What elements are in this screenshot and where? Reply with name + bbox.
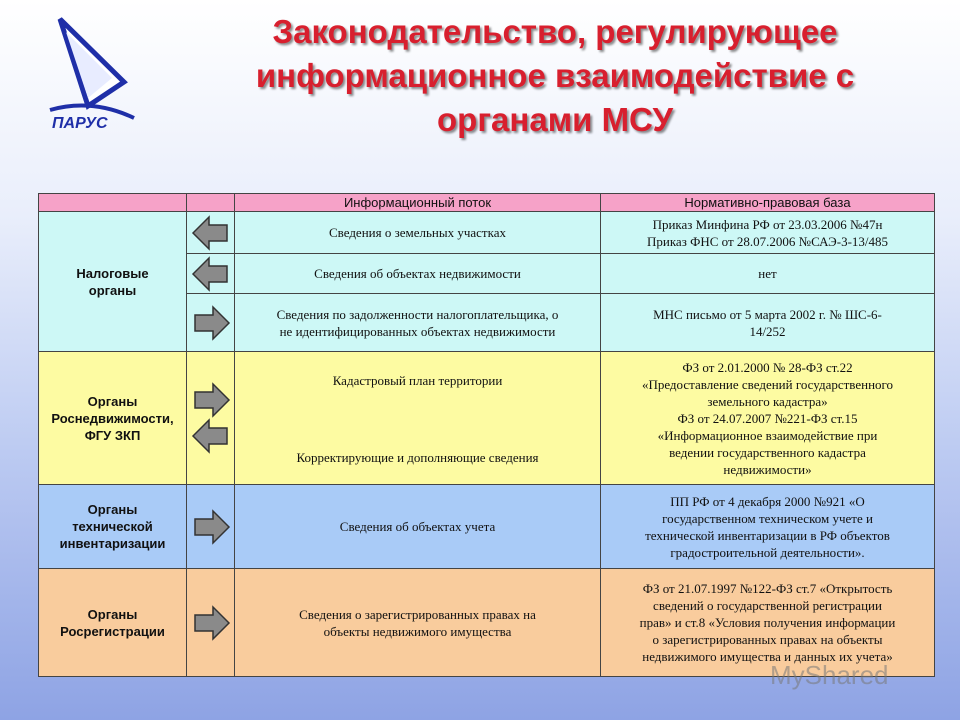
header-basis: Нормативно-правовая база <box>601 194 935 212</box>
basis-cell: ФЗ от 21.07.1997 №122-ФЗ ст.7 «Открытость сведений о государственной регистрации прав» и ст.8 «Условия получения информации о зарегистрированных правах на объекты недвижимого имущества и данных их учета» <box>601 569 935 677</box>
table-header <box>39 194 935 212</box>
parus-logo <box>42 14 142 134</box>
basis-cell: ФЗ от 2.01.2000 № 28-ФЗ ст.22 «Предоставление сведений государственного земельного кадастра» ФЗ от 24.07.2007 №221-ФЗ ст.15 «Информационное взаимодействие при ведении государственного кадастра недвижимости» <box>601 352 935 485</box>
arrow-right-icon <box>191 605 230 641</box>
table-row <box>39 212 935 254</box>
flow-cell: Сведения об объектах недвижимости <box>235 254 601 294</box>
page-title <box>190 10 920 142</box>
flow-cell: Кадастровый план территории Корректирующие и дополняющие сведения <box>235 352 601 485</box>
flow-cell: Сведения о земельных участках <box>235 212 601 254</box>
watermark-text: MyShared <box>770 660 889 690</box>
arrow-cell <box>187 352 235 485</box>
arrow-right-icon <box>191 305 230 341</box>
arrow-cell <box>187 254 235 294</box>
legislation-table <box>38 193 935 677</box>
basis-cell: МНС письмо от 5 марта 2002 г. № ШС-6- 14/252 <box>601 294 935 352</box>
title-line-1: Законодательство, регулирующее <box>272 13 838 50</box>
org-tax: Налоговые органы <box>39 212 187 352</box>
arrow-left-icon <box>191 215 230 251</box>
flow-cell: Сведения о зарегистрированных правах на объекты недвижимого имущества <box>235 569 601 677</box>
basis-cell: нет <box>601 254 935 294</box>
arrow-right-icon <box>191 382 230 418</box>
arrow-cell <box>187 294 235 352</box>
flow-cell: Сведения по задолженности налогоплательщика, о не идентифицированных объектах недвижимости <box>235 294 601 352</box>
header-org <box>39 194 187 212</box>
table-row <box>39 352 935 485</box>
flow-cell: Сведения об объектах учета <box>235 485 601 569</box>
arrow-cell <box>187 569 235 677</box>
org-tech-inventory: Органы технической инвентаризации <box>39 485 187 569</box>
arrow-left-icon <box>191 418 230 454</box>
arrow-cell <box>187 485 235 569</box>
org-rosnedvizhimost: Органы Роснедвижимости, ФГУ ЗКП <box>39 352 187 485</box>
basis-cell: ПП РФ от 4 декабря 2000 №921 «О государственном техническом учете и технической инвентаризации в РФ объектов градостроительной деятельности». <box>601 485 935 569</box>
title-line-3: органами МСУ <box>437 101 673 138</box>
logo-text: ПАРУС <box>52 115 108 132</box>
arrow-right-icon <box>191 509 230 545</box>
arrow-left-icon <box>191 256 230 292</box>
header-arrow <box>187 194 235 212</box>
arrow-cell <box>187 212 235 254</box>
org-rosregistration: Органы Росрегистрации <box>39 569 187 677</box>
title-line-2: информационное взаимодействие с <box>255 57 855 94</box>
header-flow: Информационный поток <box>235 194 601 212</box>
table-row <box>39 485 935 569</box>
basis-cell: Приказ Минфина РФ от 23.03.2006 №47н Приказ ФНС от 28.07.2006 №САЭ-3-13/485 <box>601 212 935 254</box>
